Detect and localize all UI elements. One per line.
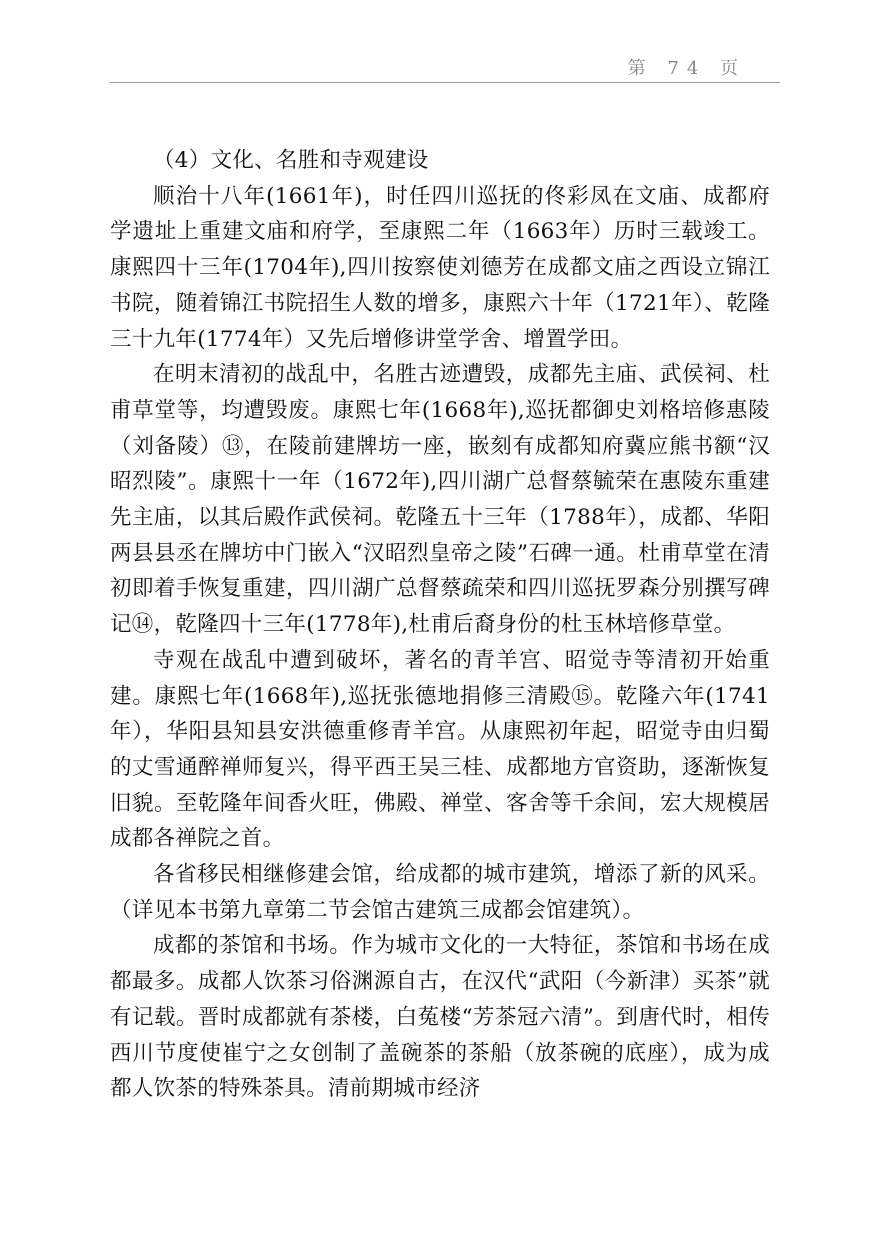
paragraph-education: 顺治十八年(1661年)，时任四川巡抚的佟彩凤在文庙、成都府学遗址上重建文庙和府学，至康熙二年（1663年）历时三载竣工。康熙四十三年(1704年),四川按察使刘德芳在成都文庙之西设立锦江书院，随着锦江书院招生人数的增多，康熙六十年（1721年）、乾隆三十九年(1774年）又先后增修讲堂学舍、增置学田。	[110, 183, 770, 352]
paragraph-historic-sites: 在明末清初的战乱中，名胜古迹遭毁，成都先主庙、武侯祠、杜甫草堂等，均遭毁废。康熙七年(1668年),巡抚都御史刘格培修惠陵（刘备陵）⑬，在陵前建牌坊一座，嵌刻有成都知府冀应熊书额“汉昭烈陵”。康熙十一年（1672年),四川湖广总督蔡毓荣在惠陵东重建先主庙，以其后殿作武侯祠。乾隆五十三年（1788年），成都、华阳两县县丞在牌坊中门嵌入“汉昭烈皇帝之陵”石碑一通。杜甫草堂在清初即着手恢复重建，四川湖广总督蔡疏荣和四川巡抚罗森分别撰写碑记⑭，乾隆四十三年(1778年),杜甫后裔身份的杜玉林培修草堂。	[110, 362, 770, 638]
page-header	[110, 50, 780, 83]
paragraph-guild-halls: 各省移民相继修建会馆，给成都的城市建筑，增添了新的风采。（详见本书第九章第二节会馆古建筑三成都会馆建筑）。	[110, 862, 770, 923]
paragraph-teahouses: 成都的茶馆和书场。作为城市文化的一大特征，茶馆和书场在成都最多。成都人饮茶习俗渊源自古，在汉代“武阳（今新津）买茶”就有记载。晋时成都就有茶楼，白菟楼“芳茶冠六清”。到唐代时，相传西川节度使崔宁之女创制了盖碗茶的茶船（放茶碗的底座），成为成都人饮茶的特殊茶具。清前期城市经济	[110, 933, 770, 1102]
section-heading: （4）文化、名胜和寺观建设	[153, 148, 429, 173]
page-body	[110, 143, 770, 1107]
page-number: 第 74 页	[627, 58, 746, 79]
paragraph-temples: 寺观在战乱中遭到破坏，著名的青羊宫、昭觉寺等清初开始重建。康熙七年(1668年),巡抚张德地捐修三清殿⑮。乾隆六年(1741年），华阳县知县安洪德重修青羊宫。从康熙初年起，昭觉寺由归蜀的丈雪通醉禅师复兴，得平西王吴三桂、成都地方官资助，逐渐恢复旧貌。至乾隆年间香火旺，佛殿、禅堂、客舍等千余间，宏大规模居成都各禅院之首。	[110, 647, 770, 852]
